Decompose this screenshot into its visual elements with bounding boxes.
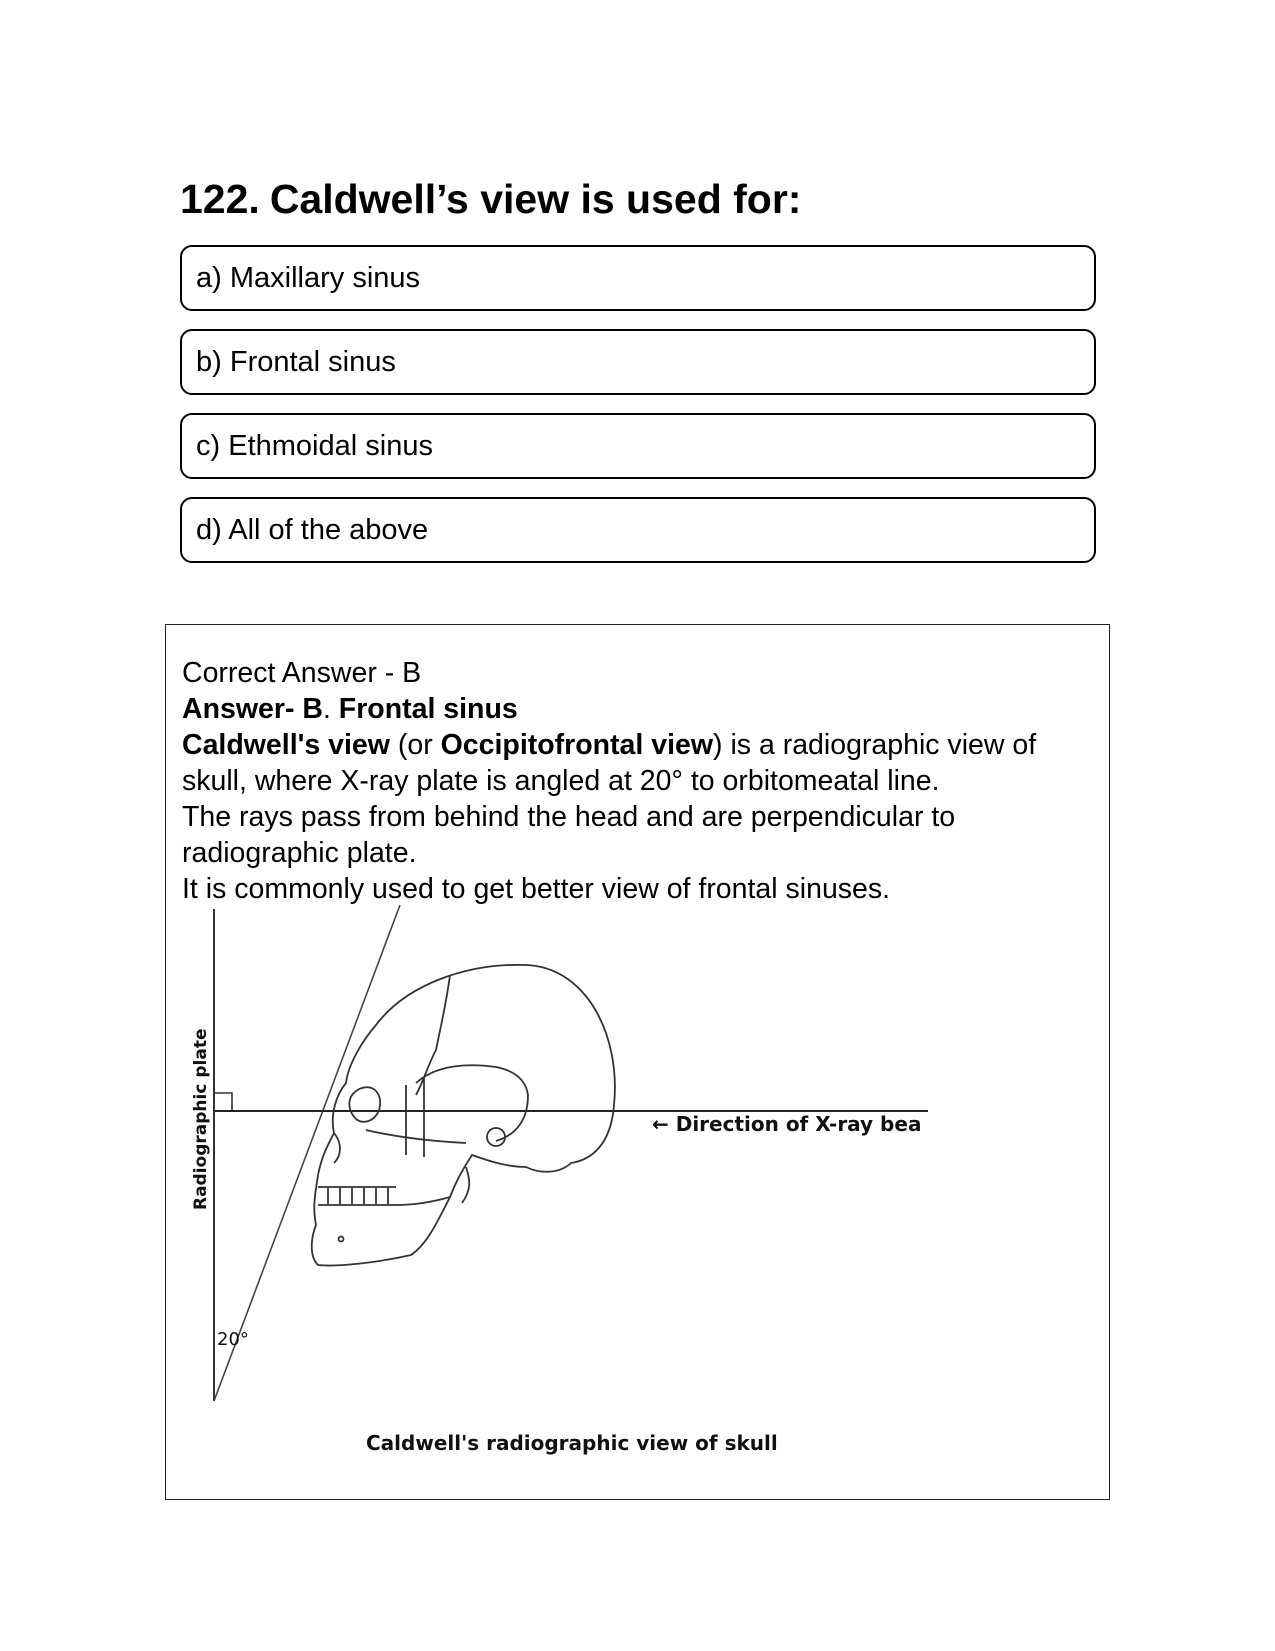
beam-direction-label: ← Direction of X-ray bea [652,1112,922,1136]
answer-text [182,655,1092,907]
option-label: Ethmoidal sinus [228,430,433,462]
p1-open: (or [397,729,433,761]
explanation-paragraph-2: The rays pass from behind the head and are perpendicular to radiographic plate. [182,801,956,869]
option-label: All of the above [228,514,429,546]
option-letter: d) [196,514,222,546]
answer-separator: . [322,693,331,725]
skull-drawing [312,965,615,1266]
option-label: Maxillary sinus [229,262,421,294]
term-caldwell: Caldwell's view [182,729,390,761]
option-a[interactable] [180,245,1096,311]
question-text: Caldwell’s view is used for: [269,176,802,222]
answer-label: Frontal sinus [338,693,518,725]
p1-rest: ) is a radiographic view of skull, where X-ray plate is angled at 20° to orbitomeatal line. [182,729,1037,797]
question-number: 122. [180,176,260,222]
plate-label: Radiographic plate [191,1028,211,1210]
option-d[interactable] [180,497,1096,563]
answer-prefix: Answer- B [182,693,323,725]
right-angle-marker [214,1093,232,1111]
answer-heading [182,691,1092,727]
diagram-caption: Caldwell's radiographic view of skull [366,1431,778,1455]
question-title [180,176,801,223]
option-b[interactable] [180,329,1096,395]
option-letter: a) [196,262,222,294]
option-label: Frontal sinus [229,346,396,378]
option-letter: b) [196,346,222,378]
explanation-paragraph-1 [182,727,1092,799]
orbitomeatal-line [214,905,400,1401]
angle-label: 20° [217,1329,249,1350]
term-occipitofrontal: Occipitofrontal view [440,729,714,761]
correct-answer-line: Correct Answer - B [182,657,422,689]
option-c[interactable] [180,413,1096,479]
caldwell-diagram [166,905,1106,1495]
explanation-paragraph-3: It is commonly used to get better view of frontal sinuses. [182,873,891,905]
option-letter: c) [196,430,221,462]
answer-explanation-box [165,624,1110,1500]
